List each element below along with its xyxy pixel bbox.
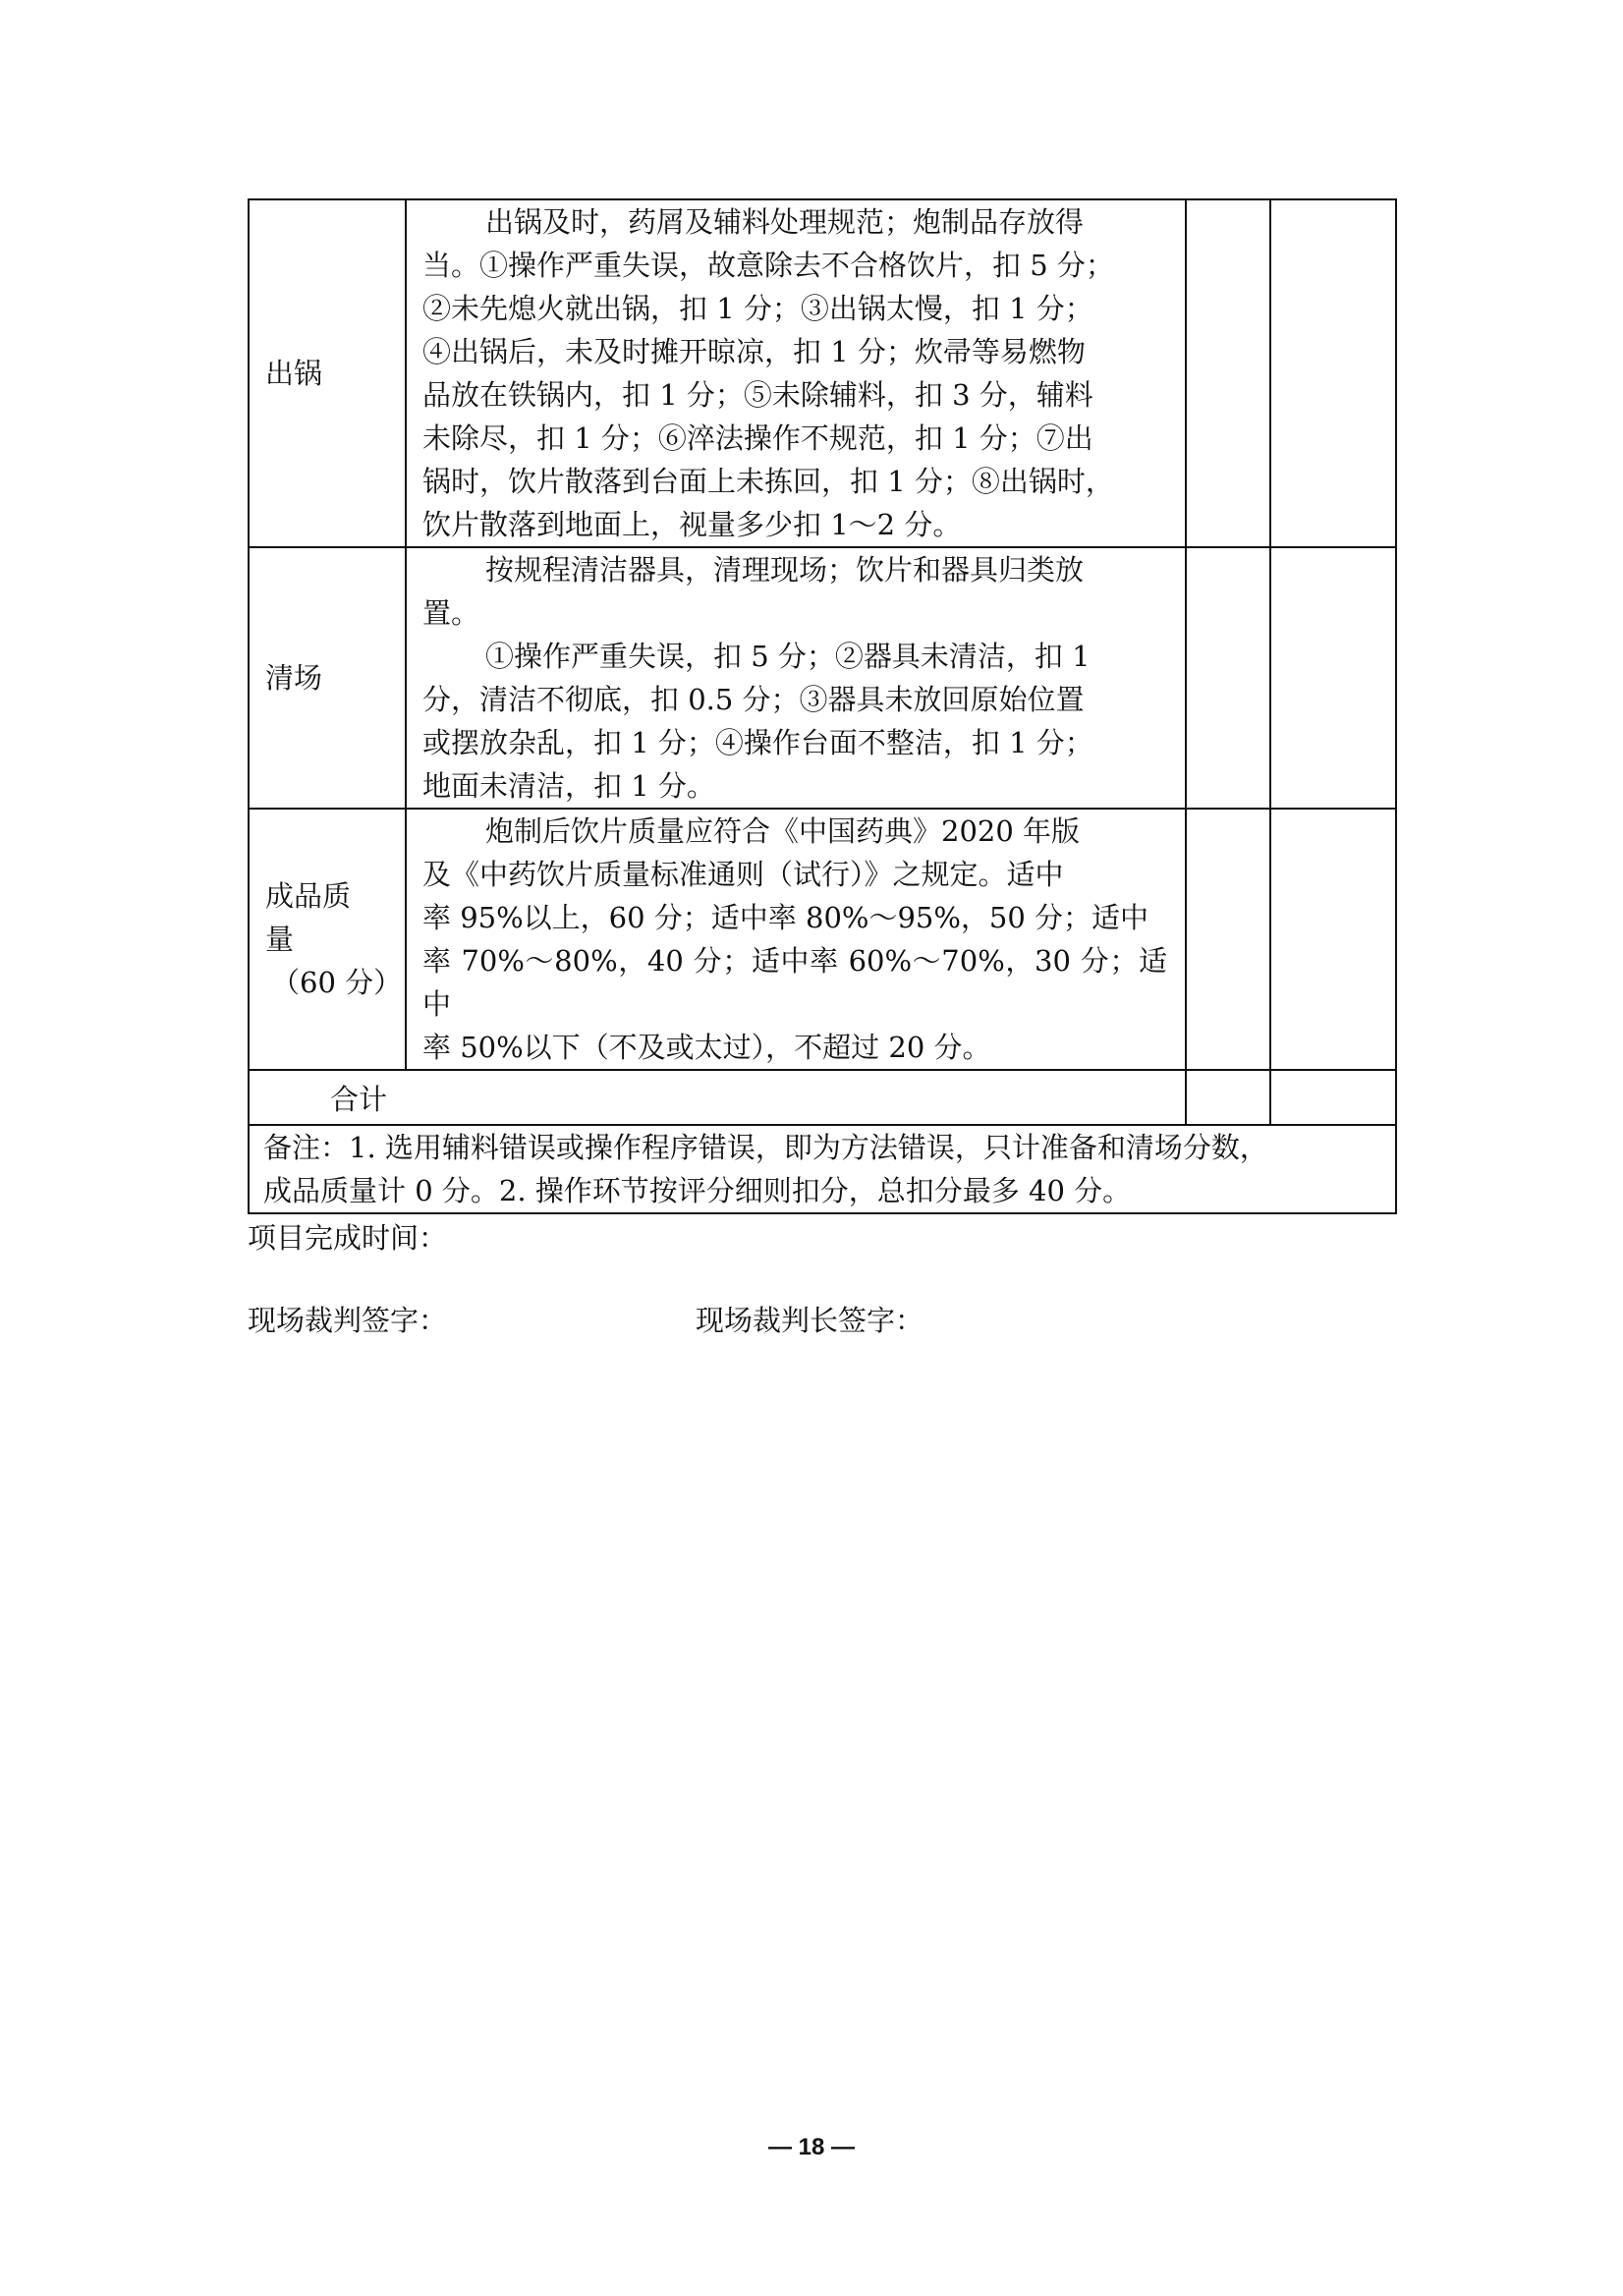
category-label: 清场 [265, 661, 323, 695]
criteria-line: 率 70%～80%，40 分；适中率 60%～70%，30 分；适中 [422, 944, 1167, 1021]
criteria-line: 按规程清洁器具，清理现场；饮片和器具归类放 [485, 553, 1085, 587]
criteria-cell [406, 809, 1186, 1070]
total-score-cell [1186, 1070, 1270, 1125]
category-label: 成品质 [265, 879, 352, 913]
score-cell [1186, 199, 1270, 547]
score-cell [1186, 547, 1270, 809]
remarks-line: 成品质量计 0 分。2. 操作环节按评分细则扣分，总扣分最多 40 分。 [263, 1174, 1132, 1207]
criteria-line: 未除尽，扣 1 分；⑥淬法操作不规范，扣 1 分；⑦出 [422, 421, 1093, 455]
criteria-line: 或摆放杂乱，扣 1 分；④操作台面不整洁，扣 1 分； [422, 726, 1093, 759]
criteria-line: 分，清洁不彻底，扣 0.5 分；③器具未放回原始位置 [422, 683, 1085, 716]
criteria-line: ①操作严重失误，扣 5 分；②器具未清洁，扣 1 [485, 640, 1091, 673]
deduction-cell [1270, 547, 1396, 809]
criteria-line: 品放在铁锅内，扣 1 分；⑤未除辅料，扣 3 分，辅料 [422, 378, 1093, 412]
chief-referee-signature-label: 现场裁判长签字： [696, 1304, 924, 1337]
scoring-table [248, 198, 1397, 1214]
criteria-line: 炮制后饮片质量应符合《中国药典》2020 年版 [485, 814, 1081, 848]
category-label: （60 分） [271, 966, 403, 999]
criteria-line: 率 50%以下（不及或太过），不超过 20 分。 [422, 1031, 991, 1064]
completion-time-label: 项目完成时间： [248, 1221, 448, 1255]
criteria-line: 锅时，饮片散落到台面上未拣回，扣 1 分；⑧出锅时， [422, 465, 1114, 498]
total-label: 合计 [249, 1070, 1186, 1125]
criteria-line: 置。 [422, 596, 480, 630]
total-row [249, 1070, 1396, 1125]
remarks-cell [249, 1125, 1396, 1213]
page-number: — 18 — [767, 2134, 856, 2160]
deduction-cell [1270, 809, 1396, 1070]
note-row [249, 1125, 1396, 1213]
criteria-cell [406, 547, 1186, 809]
category-label: 量 [265, 923, 295, 956]
table-row [249, 547, 1396, 809]
remarks-line: 备注：1. 选用辅料错误或操作程序错误，即为方法错误，只计准备和清场分数， [263, 1131, 1268, 1164]
criteria-line: ④出锅后，未及时摊开晾凉，扣 1 分；炊帚等易燃物 [422, 335, 1086, 368]
table-row [249, 809, 1396, 1070]
criteria-line: 饮片散落到地面上，视量多少扣 1～2 分。 [422, 508, 962, 541]
criteria-line: ②未先熄火就出锅，扣 1 分；③出锅太慢，扣 1 分； [422, 292, 1093, 325]
category-cell [249, 809, 406, 1070]
category-cell [249, 547, 406, 809]
criteria-line: 出锅及时，药屑及辅料处理规范；炮制品存放得 [485, 205, 1085, 239]
criteria-cell [406, 199, 1186, 547]
total-deduction-cell [1270, 1070, 1396, 1125]
table-row [249, 199, 1396, 547]
score-cell [1186, 809, 1270, 1070]
referee-signature-label: 现场裁判签字： [248, 1304, 448, 1337]
deduction-cell [1270, 199, 1396, 547]
category-label: 出锅 [265, 357, 323, 390]
criteria-line: 地面未清洁，扣 1 分。 [422, 769, 715, 803]
criteria-line: 当。①操作严重失误，故意除去不合格饮片，扣 5 分； [422, 249, 1114, 282]
category-cell [249, 199, 406, 547]
criteria-line: 及《中药饮片质量标准通则（试行）》之规定。适中 [422, 858, 1064, 891]
criteria-line: 率 95%以上，60 分；适中率 80%～95%，50 分；适中 [422, 901, 1149, 934]
